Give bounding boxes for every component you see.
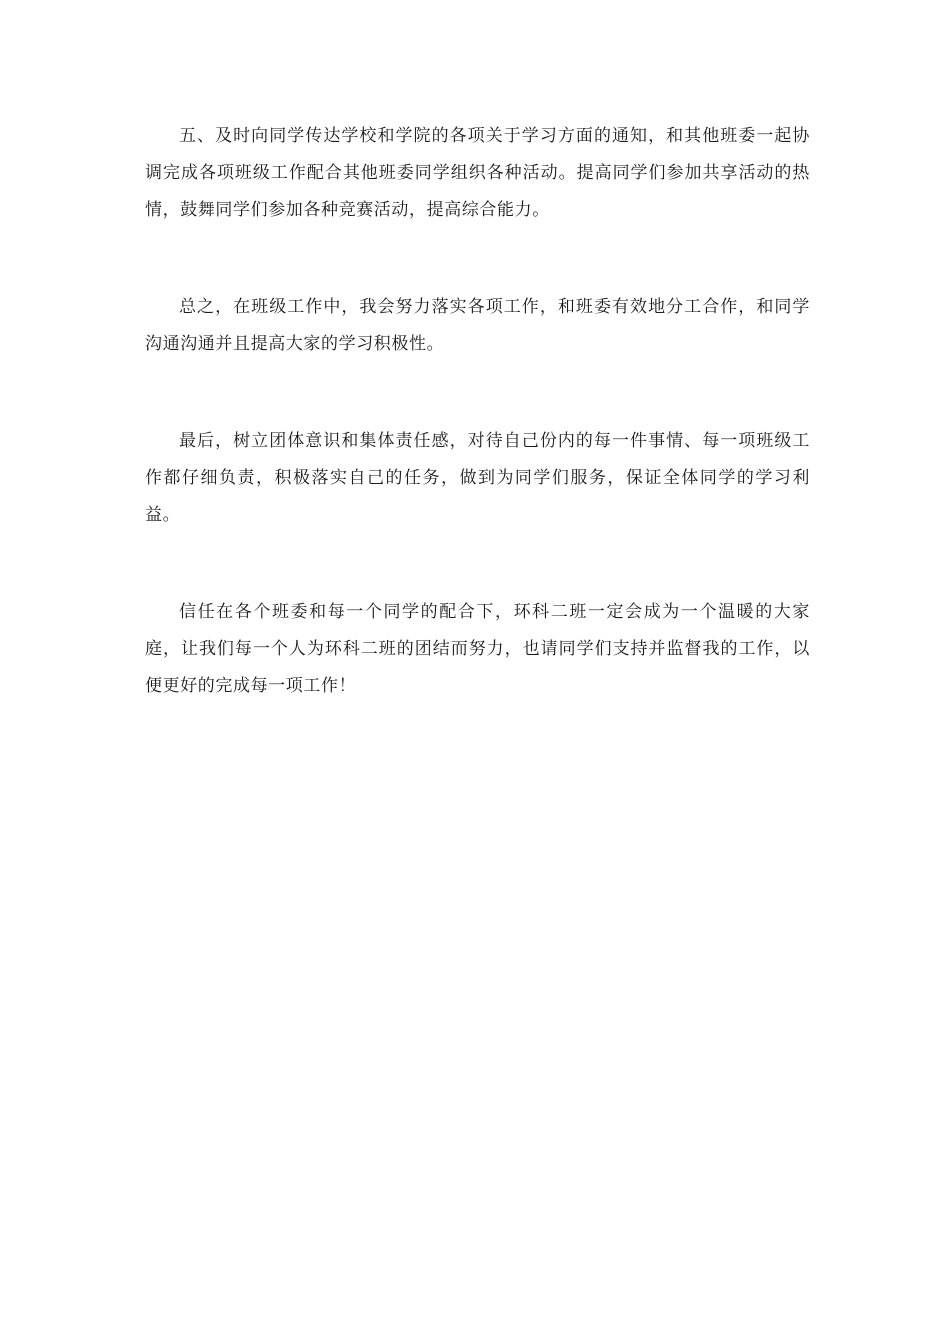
document-body: [145, 118, 810, 705]
paragraph-closing: 信任在各个班委和每一个同学的配合下，环科二班一定会成为一个温暖的大家庭，让我们每一个人为环科二班的团结而努力，也请同学们支持并监督我的工作，以便更好的完成每一项工作！: [145, 602, 810, 696]
paragraph-finally: 最后，树立团体意识和集体责任感，对待自己份内的每一件事情、每一项班级工作都仔细负责，积极落实自己的任务，做到为同学们服务，保证全体同学的学习利益。: [145, 431, 810, 525]
paragraph-duties-item-five: 五、及时向同学传达学校和学院的各项关于学习方面的通知，和其他班委一起协调完成各项班级工作配合其他班委同学组织各种活动。提高同学们参加共享活动的热情，鼓舞同学们参加各种竞赛活动，提高综合能力。: [145, 126, 810, 220]
paragraph-summary: 总之，在班级工作中，我会努力落实各项工作，和班委有效地分工合作，和同学沟通沟通并且提高大家的学习积极性。: [145, 297, 810, 354]
